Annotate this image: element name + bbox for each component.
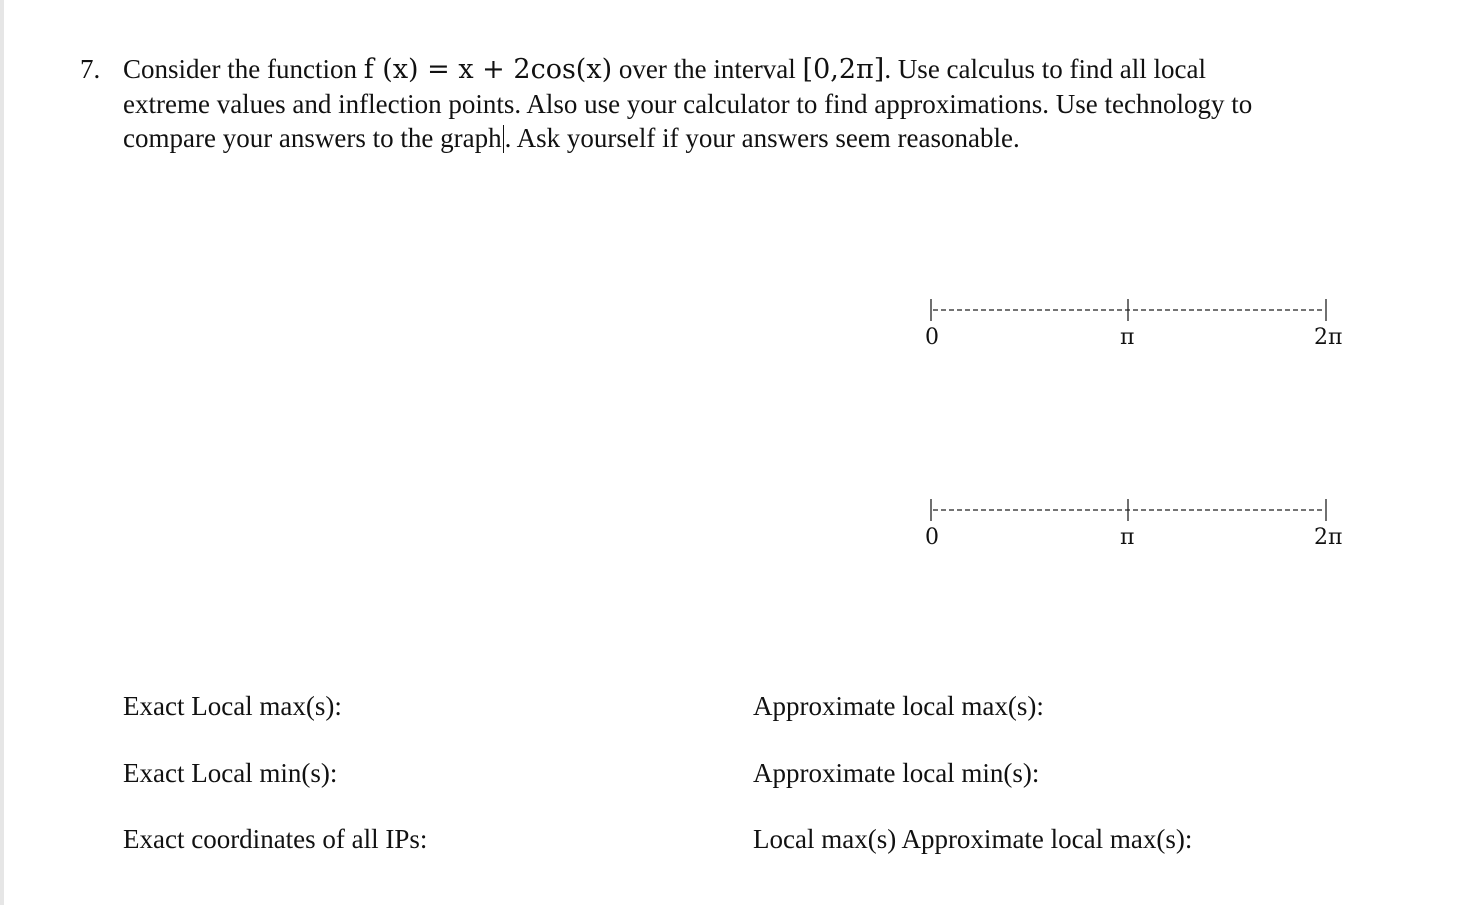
function-formula: f (x) = x + 2cos(x) [363,54,613,85]
number-line-start-label: 0 [925,325,939,350]
problem-line-1-mid: over the interval [612,54,803,84]
problem-text[interactable] [123,52,1383,155]
number-line-first-derivative [925,295,1343,355]
problem-line-1-suffix: . Use calculus to find all local [884,54,1206,84]
problem-line-1-prefix: Consider the function [123,54,364,84]
page-edge [0,0,4,905]
number-line-second-derivative [925,495,1343,555]
interval-formula: [0,2π] [802,54,885,85]
problem-number: 7. [80,54,101,84]
problem-line-3-before-caret: compare your answers to the graph [123,123,502,153]
number-line-mid-label: π [1120,325,1135,350]
approx-local-min-label: Approximate local min(s): [753,758,1040,788]
text-cursor [503,125,504,153]
number-line-end-label: 2π [1314,525,1343,550]
exact-local-min-label: Exact Local min(s): [123,758,338,788]
number-line-graphic [929,295,1329,325]
number-line-mid-label: π [1120,525,1135,550]
number-line-start-label: 0 [925,525,939,550]
problem-line-2: extreme values and inflection points. Also use your calculator to find approximations. Use technology to [123,89,1253,119]
exact-local-max-label: Exact Local max(s): [123,691,342,721]
number-line-end-label: 2π [1314,325,1343,350]
approx-local-max-label: Approximate local max(s): [753,691,1044,721]
problem-line-3 [123,121,1383,155]
exact-ips-label: Exact coordinates of all IPs: [123,824,428,854]
problem-line-3-after-caret: . Ask yourself if your answers seem reasonable. [504,123,1020,153]
number-line-graphic [929,495,1329,525]
local-max-approx-label: Local max(s) Approximate local max(s): [753,824,1193,854]
problem-line-1 [123,52,1383,87]
